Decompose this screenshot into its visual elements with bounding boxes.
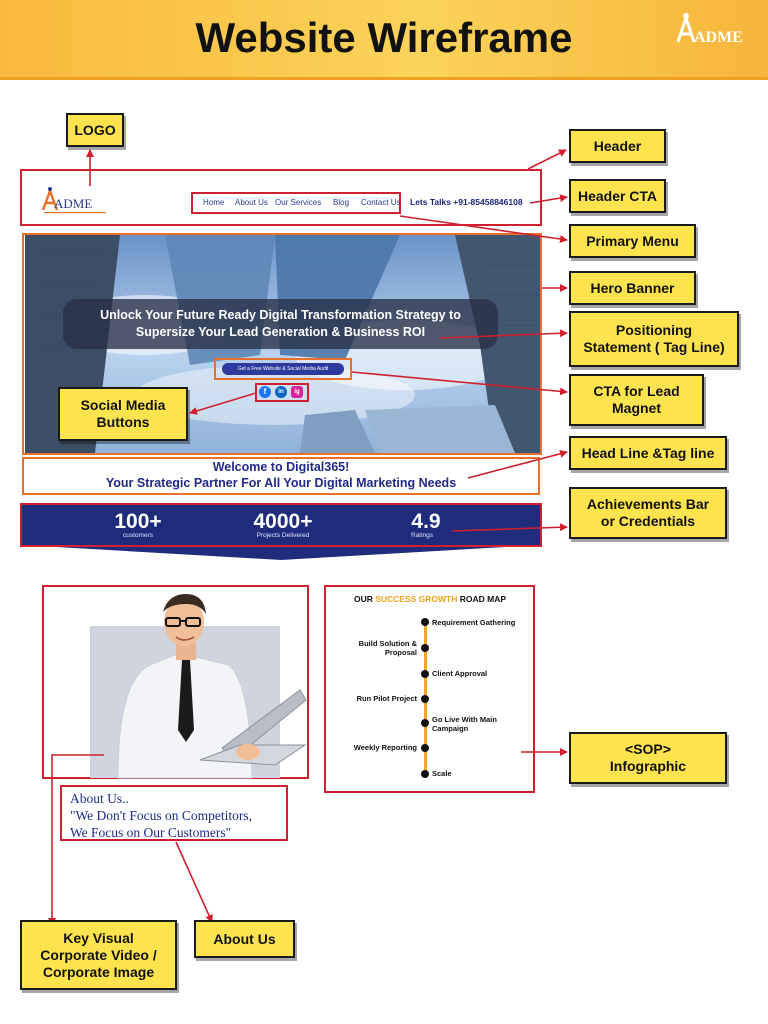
roadmap-dot: [421, 719, 429, 727]
welcome-headline: [24, 459, 538, 491]
callout-social: [58, 387, 188, 441]
roadmap-step-line: Campaign: [432, 724, 469, 733]
callout-ach-line: or Credentials: [600, 513, 696, 529]
callout-lead-line: Magnet: [612, 400, 661, 416]
about-text: [70, 790, 285, 841]
nav-blog[interactable]: Blog: [333, 198, 350, 207]
facebook-glyph: f: [263, 387, 267, 396]
nav-about[interactable]: About Us: [235, 198, 268, 207]
tagline-line-1: Unlock Your Future Ready Digital Transformation Strategy to: [100, 308, 461, 322]
welcome-line-2: Your Strategic Partner For All Your Digital Marketing Needs: [105, 476, 457, 490]
callout-lead-magnet: [569, 374, 704, 426]
positioning-statement: [63, 307, 498, 341]
callout-kv-line: Corporate Video /: [40, 946, 157, 963]
header-cta-phone[interactable]: Lets Talks +91-85458846108: [410, 197, 523, 207]
roadmap-step: Weekly Reporting: [353, 743, 417, 752]
callout-primary-menu: Primary Menu: [569, 224, 696, 258]
lead-magnet-cta-button[interactable]: Get a Free Website & Social Media Audit: [222, 363, 344, 375]
callout-ach-line: Achievements Bar: [586, 496, 710, 512]
roadmap-step-line: Go Live With Main: [432, 715, 497, 724]
callout-header-cta: Header CTA: [569, 179, 666, 213]
callout-hero-banner: Hero Banner: [569, 271, 696, 305]
about-line-1: About Us..: [70, 791, 129, 806]
callout-lead-line: CTA for Lead: [593, 383, 680, 399]
callout-positioning-line: Statement ( Tag Line): [583, 339, 725, 355]
callout-sop: [569, 732, 727, 784]
tagline-line-2: Supersize Your Lead Generation & Business ROI: [135, 325, 426, 339]
roadmap-title-highlight: SUCCESS GROWTH: [375, 594, 458, 604]
roadmap-title-pre: OUR: [353, 594, 376, 604]
about-line-3: We Focus on Our Customers": [70, 825, 232, 840]
arrow-header: [528, 150, 566, 169]
roadmap-dot: [421, 670, 429, 678]
achievement-label: Projects Delivered: [256, 532, 310, 539]
arrow-about: [176, 842, 212, 922]
callout-about: About Us: [194, 920, 295, 958]
roadmap-step: [327, 639, 417, 657]
roadmap-title-post: ROAD MAP: [457, 594, 507, 604]
nav-contact[interactable]: Contact Us: [361, 198, 401, 207]
callout-achievements: [569, 487, 727, 539]
callout-social-line: Social Media: [80, 397, 166, 413]
achievement-label: Ratings: [410, 532, 434, 539]
instagram-glyph: ig: [294, 389, 300, 395]
callout-positioning: [569, 311, 739, 367]
roadmap-dot: [421, 618, 429, 626]
achievement-label: customers: [123, 532, 153, 539]
mock-logo: [40, 186, 112, 216]
roadmap-step: Client Approval: [432, 669, 488, 678]
callout-kv-line: Key Visual: [63, 929, 134, 946]
nav-home[interactable]: Home: [203, 198, 225, 207]
roadmap-step: Run Pilot Project: [356, 694, 417, 703]
roadmap-step: [432, 715, 497, 733]
callout-key-visual: [20, 920, 177, 990]
roadmap-dot: [421, 770, 429, 778]
callout-positioning-line: Positioning: [615, 322, 693, 338]
callout-logo: LOGO: [66, 113, 124, 147]
welcome-line-1: Welcome to Digital365!: [212, 460, 350, 474]
roadmap-frame: [324, 585, 535, 793]
roadmap-step-line: Build Solution &: [358, 639, 417, 648]
callout-header: Header: [569, 129, 666, 163]
about-line-2: "We Don't Focus on Competitors,: [70, 808, 252, 823]
achievement-value: 4.9: [411, 510, 441, 533]
callout-headline: Head Line &Tag line: [569, 436, 727, 470]
roadmap-dot: [421, 744, 429, 752]
brand-logo-corner: [672, 12, 758, 52]
roadmap-title: [326, 594, 534, 604]
callout-kv-line: Corporate Image: [42, 963, 155, 980]
page-title: Website Wireframe: [195, 14, 573, 61]
roadmap-step-line: Proposal: [384, 648, 417, 657]
achievement-value: 100+: [114, 510, 162, 533]
nav-services[interactable]: Our Services: [275, 198, 322, 207]
brand-text-corner: ADME: [694, 29, 743, 46]
linkedin-glyph: in: [278, 388, 284, 395]
roadmap-step: Scale: [432, 769, 452, 778]
photo-background: [90, 626, 280, 778]
roadmap-dot: [421, 695, 429, 703]
mock-logo-text: ADME: [54, 196, 93, 211]
achievement-value: 4000+: [253, 510, 313, 533]
callout-social-line: Buttons: [96, 414, 150, 430]
callout-sop-line: Infographic: [609, 758, 687, 774]
callout-sop-line: <SOP>: [625, 741, 671, 757]
roadmap-step: Requirement Gathering: [432, 618, 516, 627]
roadmap-dot: [421, 644, 429, 652]
